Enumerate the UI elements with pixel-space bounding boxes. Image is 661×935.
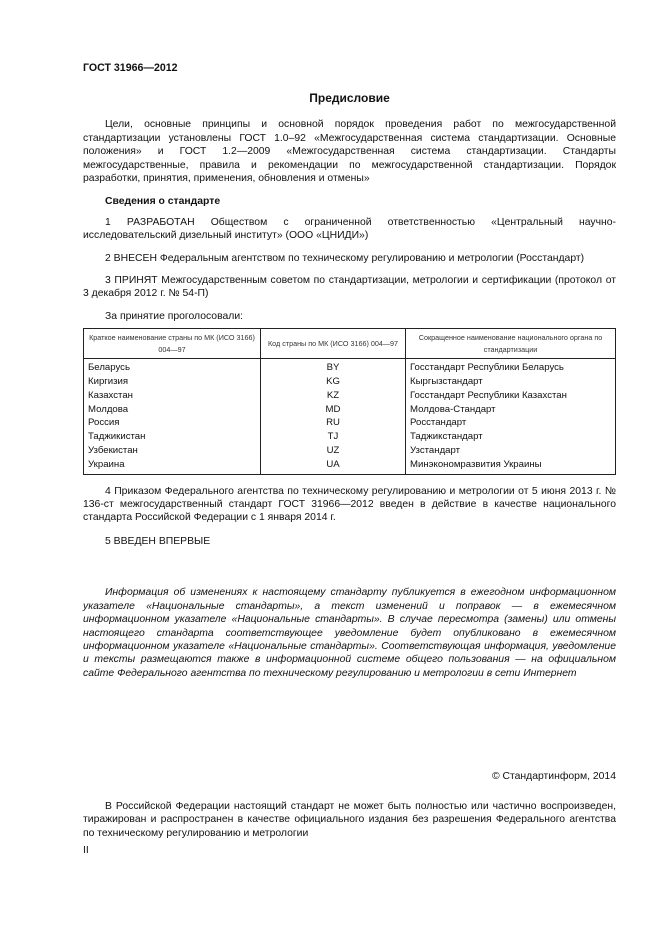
country-code: BY xyxy=(261,359,406,375)
standards-body: Молдова-Стандарт xyxy=(406,403,616,417)
country-name: Таджикистан xyxy=(84,430,261,444)
item-5: 5 ВВЕДЕН ВПЕРВЫЕ xyxy=(105,535,211,547)
table-row xyxy=(84,389,616,403)
country-name: Узбекистан xyxy=(84,444,261,458)
standards-body: Госстандарт Республики Казахстан xyxy=(406,389,616,403)
country-code: TJ xyxy=(261,430,406,444)
country-code: RU xyxy=(261,416,406,430)
amendments-notice: Информация об изменениях к настоящему стандарту публикуется в ежегодном информационном указателе «Национальные стандарты», а текст изменений и поправок — в ежемесячном информационном указателе «Национальные стандарты». В случае пересмотра (замены) или отмены настоящего стандарта соответствующее уведомление будет опубликовано в ежемесячном информационном указателе «Национальные стандарты». Соответствующая информация, уведомление и тексты размещаются также в информационной системе общего пользования — на официальном сайте Федерального агентства по техническому регулированию и метрологии в сети Интернет xyxy=(83,587,616,679)
country-code: UZ xyxy=(261,444,406,458)
item-2: 2 ВНЕСЕН Федеральным агентством по техническому регулированию и метрологии (Росстандарт) xyxy=(105,252,585,264)
country-code: UA xyxy=(261,458,406,474)
item-4: 4 Приказом Федерального агентства по техническому регулированию и метрологии от 5 июня 2013 г. № 136-ст межгосударственный стандарт ГОСТ 31966—2012 введен в действие в качестве национального стандарта Российской Федерации с 1 января 2014 г. xyxy=(83,485,616,524)
page-content xyxy=(83,92,616,680)
page-number: II xyxy=(83,845,89,856)
reproduction-notice: В Российской Федерации настоящий стандарт не может быть полностью или частично воспроизведен, тиражирован и распространен в качестве официального издания без разрешения Федерального агентства по техническому регулированию и метрологии xyxy=(83,801,616,839)
standards-body: Росстандарт xyxy=(406,416,616,430)
page-title: Предисловие xyxy=(309,91,390,105)
info-heading: Сведения о стандарте xyxy=(105,196,221,208)
table-row xyxy=(84,430,616,444)
doc-code-header: ГОСТ 31966—2012 xyxy=(83,62,178,74)
table-header-country: Краткое наименование страны по МК (ИСО 3166) 004—97 xyxy=(84,329,261,359)
country-name: Беларусь xyxy=(84,359,261,375)
country-name: Россия xyxy=(84,416,261,430)
table-row xyxy=(84,359,616,375)
country-name: Украина xyxy=(84,458,261,474)
item-3: 3 ПРИНЯТ Межгосударственным советом по стандартизации, метрологии и сертификации (протокол от 3 декабря 2012 г. № 54-П) xyxy=(83,275,616,300)
country-code: MD xyxy=(261,403,406,417)
table-header-row xyxy=(84,329,616,359)
country-name: Казахстан xyxy=(84,389,261,403)
table-row xyxy=(84,375,616,389)
intro-paragraph: Цели, основные принципы и основной порядок проведения работ по межгосударственной стандартизации установлены ГОСТ 1.0–92 «Межгосударственная система стандартизации. Основные положения» и ГОСТ 1.2—2009 «Межгосударственная система стандартизации. Стандарты межгосударственные, правила и рекомендации по межгосударственной стандартизации. Порядок разработки, принятия, применения, обновления и отмены» xyxy=(83,119,616,185)
countries-table xyxy=(83,328,616,474)
country-name: Молдова xyxy=(84,403,261,417)
item-1: 1 РАЗРАБОТАН Обществом с ограниченной ответственностью «Центральный научно-исследовательский дизельный институт» (ООО «ЦНИДИ») xyxy=(83,216,616,242)
standards-body: Кыргызстандарт xyxy=(406,375,616,389)
standards-body: Таджикстандарт xyxy=(406,430,616,444)
table-row xyxy=(84,444,616,458)
country-code: KZ xyxy=(261,389,406,403)
copyright-line: © Стандартинформ, 2014 xyxy=(491,771,616,782)
vote-label: За принятие проголосовали: xyxy=(105,310,244,322)
country-code: KG xyxy=(261,375,406,389)
standards-body: Узстандарт xyxy=(406,444,616,458)
table-header-code: Код страны по МК (ИСО 3166) 004—97 xyxy=(261,329,406,359)
table-row xyxy=(84,416,616,430)
standards-body: Минэкономразвития Украины xyxy=(406,458,616,474)
country-name: Киргизия xyxy=(84,375,261,389)
standards-body: Госстандарт Республики Беларусь xyxy=(406,359,616,375)
table-row xyxy=(84,458,616,474)
table-row xyxy=(84,403,616,417)
table-header-body: Сокращенное наименование национального органа по стандартизации xyxy=(406,329,616,359)
